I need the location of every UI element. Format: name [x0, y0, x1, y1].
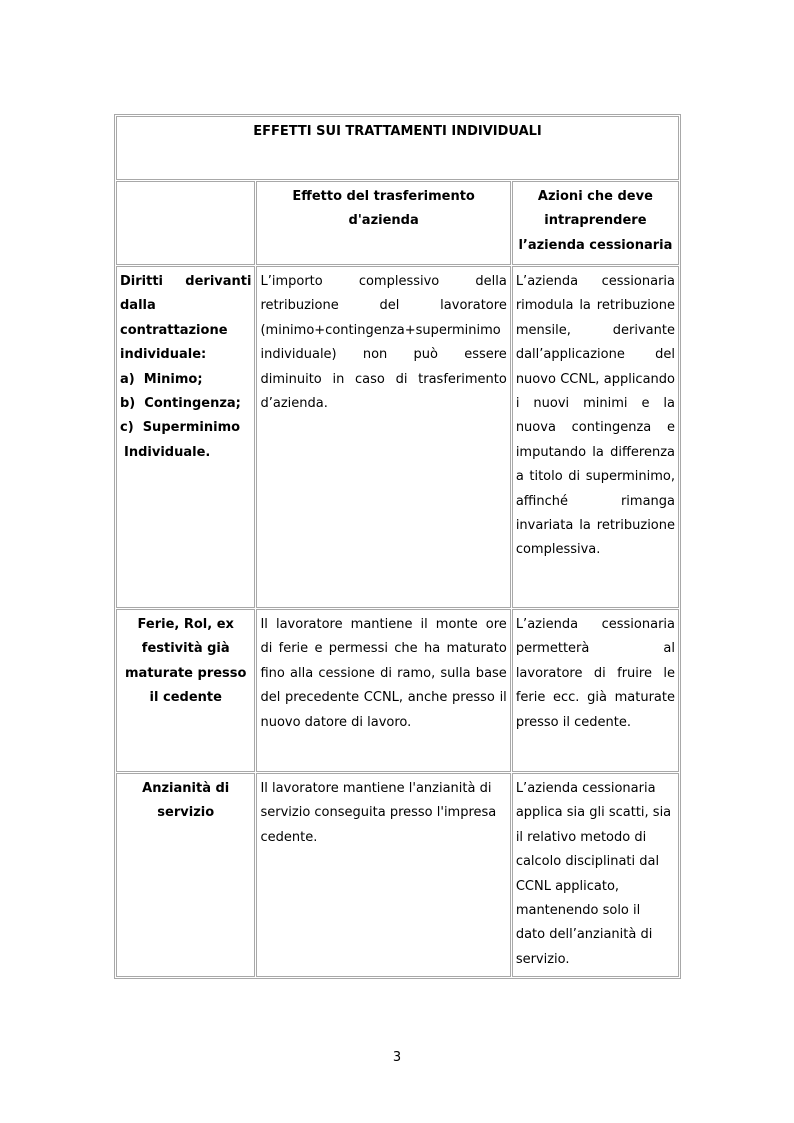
row-effect-line: cedente. — [260, 829, 318, 845]
row-effect-line: del precedente CCNL, anche presso il — [260, 690, 507, 706]
row-effect-line: fino alla cessione di ramo, sulla base — [260, 665, 507, 681]
row-action-line: L’azienda cessionaria — [515, 781, 656, 796]
header-effect — [256, 181, 510, 265]
row-effect-line: servizio conseguita presso l'impresa — [260, 805, 497, 821]
row-action-line: i nuovi minimi e la — [515, 396, 675, 412]
page-number: 3 — [392, 1050, 402, 1065]
row-effect-line: nuovo datore di lavoro. — [260, 714, 412, 730]
row-action-line: mensile, derivante — [515, 322, 675, 338]
header-actions-line: intraprendere — [544, 213, 647, 229]
row-action-line: invariata la retribuzione — [515, 518, 675, 534]
table-title: EFFETTI SUI TRATTAMENTI INDIVIDUALI — [116, 116, 679, 180]
row-label-line: Individuale. — [124, 444, 211, 460]
row-label — [116, 266, 255, 608]
row-action-line: il relativo metodo di — [515, 829, 647, 845]
row-effect-line: (minimo+contingenza+superminimo — [260, 322, 501, 338]
row-action-line: presso il cedente. — [515, 714, 631, 730]
header-effect-line: Effetto del trasferimento — [292, 189, 475, 204]
row-label-line: servizio — [157, 805, 215, 821]
row-action-line: L’azienda cessionaria — [515, 617, 675, 632]
row-effect-line: di ferie e permessi che ha maturato — [260, 641, 507, 657]
header-actions-line: Azioni che deve — [537, 189, 653, 204]
row-effect — [256, 773, 510, 977]
row-effect — [256, 609, 510, 772]
row-action-line: CCNL applicato, — [515, 878, 620, 894]
header-actions — [512, 181, 679, 265]
table-header-row — [116, 181, 679, 265]
row-label — [116, 773, 255, 977]
row-effect-line: d’azienda. — [260, 396, 328, 412]
row-label-line: b) Contingenza; — [120, 396, 241, 412]
row-action-line: nuova contingenza e — [515, 420, 675, 436]
row-action-line: imputando la differenza — [515, 444, 675, 460]
row-action-line: rimodula la retribuzione — [515, 298, 675, 314]
row-label-line: il cedente — [149, 690, 222, 706]
row-effect-line: Il lavoratore mantiene il monte ore — [260, 617, 507, 632]
row-action-line: servizio. — [515, 951, 570, 967]
row-action-line: dall’applicazione del — [515, 347, 675, 363]
row-action-line: permetterà al — [515, 641, 675, 657]
table-row — [116, 773, 679, 977]
row-action-line: applica sia gli scatti, sia — [515, 805, 672, 821]
row-label-line: Diritti derivanti — [120, 274, 252, 289]
row-label-line: c) Superminimo — [120, 420, 241, 436]
row-label — [116, 609, 255, 772]
row-action-line: ferie ecc. già maturate — [515, 690, 675, 706]
row-label-line: Anzianità di — [142, 781, 230, 796]
row-action-line: a titolo di superminimo, — [515, 469, 675, 485]
row-action-line: calcolo disciplinati dal — [515, 854, 660, 870]
table-row — [116, 266, 679, 608]
header-effect-line: d'azienda — [348, 213, 419, 229]
header-actions-line: l’azienda cessionaria — [518, 237, 673, 253]
row-label-line: individuale: — [120, 347, 207, 363]
row-effect-line: retribuzione del lavoratore — [260, 298, 507, 314]
row-effect-line: Il lavoratore mantiene l'anzianità di — [260, 781, 492, 796]
row-label-line: dalla — [120, 298, 156, 314]
row-action-line: affinché rimanga — [515, 493, 675, 509]
row-effect-line: L’importo complessivo della — [260, 274, 507, 289]
row-action-line: complessiva. — [515, 542, 601, 558]
row-label-line: Ferie, Rol, ex — [137, 617, 234, 632]
row-effect-line: individuale) non può essere — [260, 347, 507, 363]
row-action — [512, 609, 679, 772]
row-action — [512, 266, 679, 608]
row-effect — [256, 266, 510, 608]
row-action-line: lavoratore di fruire le — [515, 665, 675, 681]
effects-table — [114, 114, 681, 979]
row-label-line: contrattazione — [120, 322, 228, 338]
table-row — [116, 609, 679, 772]
row-label-line: a) Minimo; — [120, 371, 203, 387]
row-label-line: maturate presso — [125, 665, 247, 681]
row-action-line: nuovo CCNL, applicando — [515, 371, 675, 387]
row-effect-line: diminuito in caso di trasferimento — [260, 371, 507, 387]
row-label-line: festività già — [141, 641, 230, 657]
header-col1 — [116, 181, 255, 265]
row-action-line: dato dell’anzianità di — [515, 927, 653, 943]
table-title-row — [116, 116, 679, 180]
row-action-line: L’azienda cessionaria — [515, 274, 675, 289]
row-action — [512, 773, 679, 977]
row-action-line: mantenendo solo il — [515, 903, 641, 919]
